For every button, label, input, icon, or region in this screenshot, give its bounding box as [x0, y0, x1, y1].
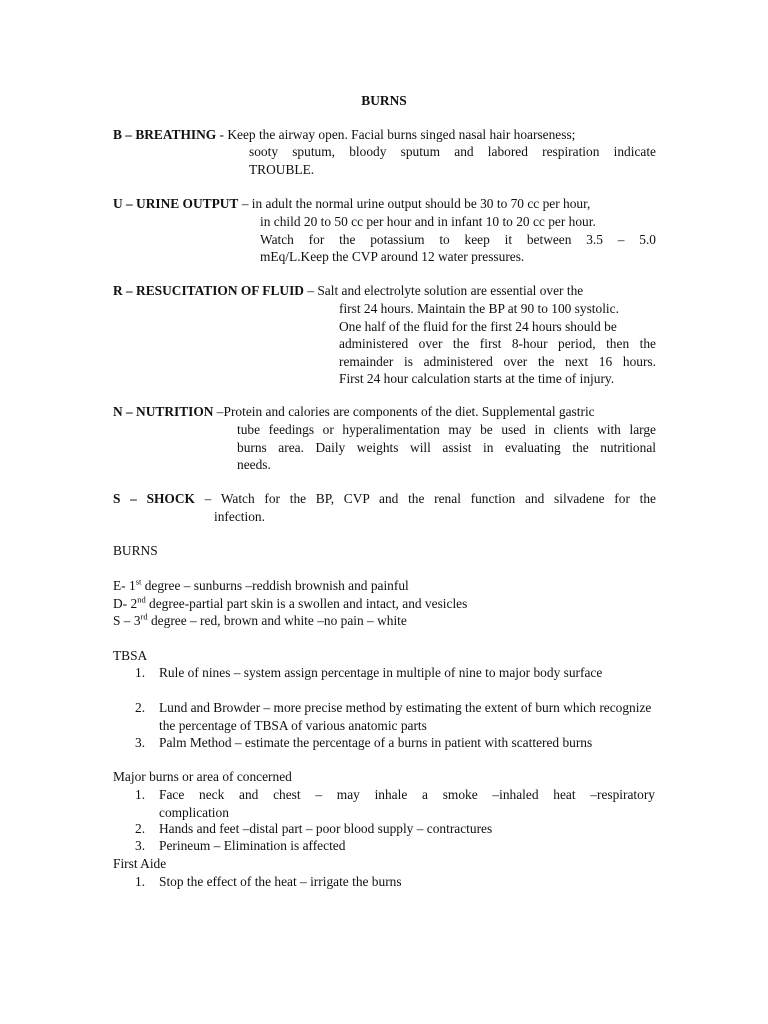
resuscitation-entry	[113, 282, 656, 300]
first-aide-title: First Aide	[113, 856, 167, 871]
breathing-line-1: - Keep the airway open. Facial burns singed nasal hair hoarseness;	[216, 127, 576, 142]
nutrition-heading: N – NUTRITION	[113, 404, 214, 419]
resuscitation-line-4: administered over the first 8-hour period, then the	[339, 336, 656, 352]
resuscitation-line-2: first 24 hours. Maintain the BP at 90 to 100 systolic.	[339, 301, 619, 316]
major-burns-title: Major burns or area of concerned	[113, 769, 292, 784]
list-number: 3.	[135, 735, 146, 750]
degree-row-1: E- 1st degree – sunburns –reddish brownish and painful	[113, 576, 409, 593]
burns-subtitle: BURNS	[113, 543, 158, 558]
breathing-line-2: sooty sputum, bloody sputum and labored respiration indicate	[249, 144, 656, 159]
nutrition-cont	[237, 421, 656, 474]
urine-cont	[260, 213, 656, 266]
urine-heading: U – URINE OUTPUT	[113, 196, 239, 211]
shock-cont	[214, 508, 656, 526]
urine-line-1: – in adult the normal urine output should be 30 to 70 cc per hour,	[238, 196, 591, 211]
nutrition-line-3: burns area. Daily weights will assist in evaluating the nutritional	[237, 439, 656, 455]
urine-line-2: in child 20 to 50 cc per hour and in infant 10 to 20 cc per hour.	[260, 214, 596, 229]
breathing-line-3: TROUBLE.	[249, 161, 315, 177]
breathing-heading: B – BREATHING	[113, 127, 217, 142]
tbsa-title: TBSA	[113, 648, 148, 663]
list-number: 1.	[135, 874, 146, 889]
nutrition-line-4: needs.	[237, 457, 271, 473]
shock-heading: S – SHOCK	[113, 491, 195, 506]
shock-entry	[113, 490, 656, 508]
shock-line-1: – Watch for the BP, CVP and the renal function and silvadene for the	[194, 491, 656, 506]
urine-entry	[113, 195, 656, 213]
nutrition-entry	[113, 403, 656, 421]
nutrition-line-1: –Protein and calories are components of the diet. Supplemental gastric	[213, 404, 595, 419]
resuscitation-heading: R – RESUCITATION OF FLUID	[113, 283, 304, 298]
list-number: 1.	[135, 787, 146, 802]
nutrition-line-2: tube feedings or hyperalimentation may be used in clients with large	[237, 422, 656, 437]
resuscitation-cont	[339, 300, 656, 388]
resuscitation-line-3: One half of the fluid for the first 24 hours should be	[339, 318, 617, 334]
urine-line-4: mEq/L.Keep the CVP around 12 water pressures.	[260, 249, 525, 265]
resuscitation-line-5: remainder is administered over the next 16 hours.	[339, 353, 656, 369]
degree-row-3: S – 3rd degree – red, brown and white –no pain – white	[113, 611, 407, 628]
resuscitation-line-1: – Salt and electrolyte solution are essential over the	[303, 283, 584, 298]
list-number: 3.	[135, 838, 146, 853]
degree-row-2: D- 2nd degree-partial part skin is a swollen and intact, and vesicles	[113, 594, 468, 611]
breathing-cont	[249, 143, 656, 178]
urine-line-3: Watch for the potassium to keep it between 3.5 – 5.0	[260, 231, 656, 247]
resuscitation-line-6: First 24 hour calculation starts at the time of injury.	[339, 371, 615, 387]
list-number: 2.	[135, 700, 146, 715]
shock-line-2: infection.	[214, 509, 265, 524]
document-page: BURNS B – BREATHING - Keep the airway open. Facial burns singed nasal hair hoarseness; sooty sputum, bloody sputum and labored respiration indicate TROUBLE. U – URINE OUTPUT – in adult the normal urine output should be 30 to 70 cc per hour, in child 20 to 50 cc per hour and in infant 10 to 20 cc per hour. Watch for the potassium to keep it between 3.5 – 5.0 mEq/L.Keep the CVP around 12 water pressures. R – RESUCITATION OF FLUID – Salt and electrolyte solution are essential over the first 24 hours. Maintain the BP at 90 to 100 systolic. One half of the fluid for the first 24 hours should be administered over the first 8-hour period, then the remainder is administered over the next 16 hours. First 24 hour calculation starts at the time of injury. N – NUTRITION –Protein and calories are components of the diet. Supplemental gastric tube feedings or hyperalimentation may be used in clients with large burns area. Daily weights will assist in evaluating the nutritional needs. S – SHOCK – Watch for the BP, CVP and the renal function and silvadene for the infection. BURNS E- 1st degree – sunburns –reddish brownish and painful D- 2nd degree-partial part skin is a swollen and intact, and vesicles S – 3rd degree – red, brown and white –no pain – white TBSA 1. Rule of nines – system assign percentage in multiple of nine to major body surface 2. Lund and Browder – more precise method by estimating the extent of burn which recognize the percentage of TBSA of various anatomic parts 3. Palm Method – estimate the percentage of a burns in patient with scattered burns Major burns or area of concerned 1. Face neck and chest – may inhale a smoke –inhaled heat –respiratory complication 2. Hands and feet –distal part – poor blood supply – contractures 3. Perineum – Elimination is affected First Aide 1. Stop the effect of the heat – irrigate the burns	[0, 0, 768, 1024]
page-title: BURNS	[361, 93, 407, 108]
list-number: 2.	[135, 821, 146, 836]
breathing-entry	[113, 126, 656, 144]
list-number: 1.	[135, 665, 146, 680]
